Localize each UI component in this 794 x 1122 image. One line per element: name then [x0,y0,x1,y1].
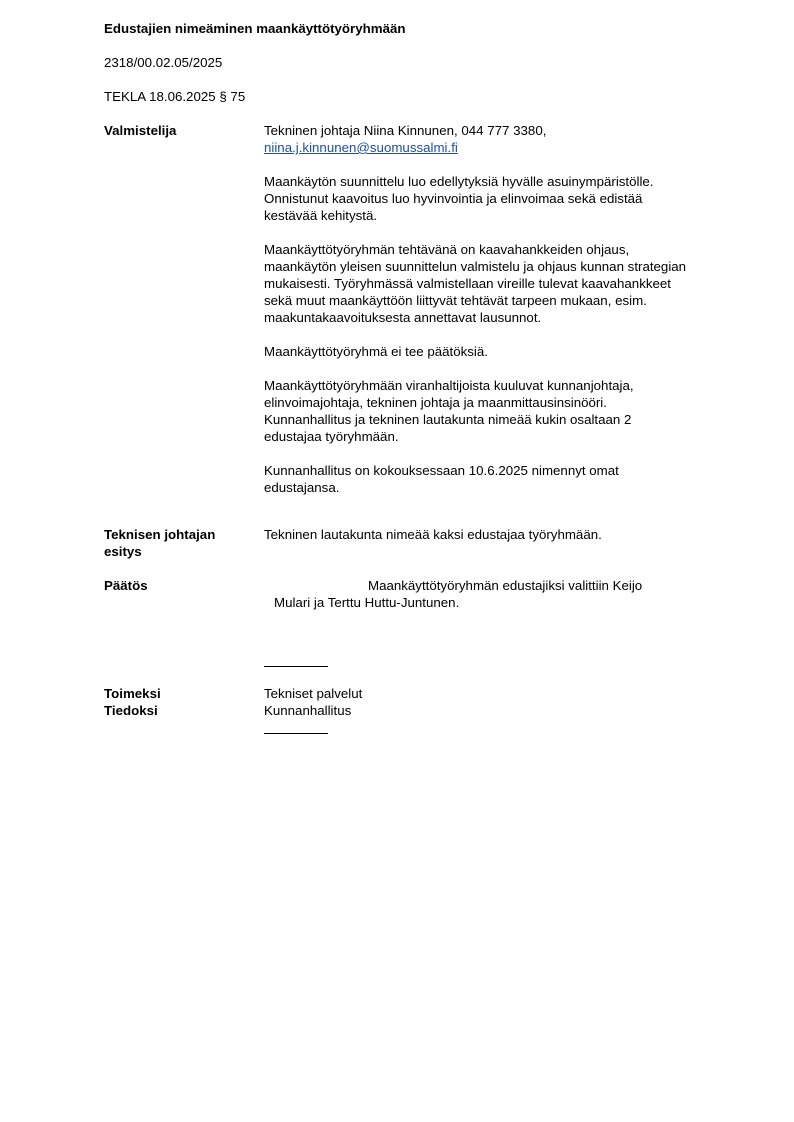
paragraph-line: sekä muut maankäyttöön liittyvät tehtävät tarpeen mukaan, esim. [264,293,647,308]
esitys-label-line: esitys [104,544,142,559]
paragraph-line: maankäytön yleisen suunnittelun valmistelu ja ohjaus kunnan strategian [264,259,687,274]
paragraph-4 [264,377,734,445]
esitys-label [104,526,215,560]
toimeksi-value: Tekniset palvelut [264,686,363,701]
paatos-line-1: Maankäyttötyöryhmän edustajiksi valittiin Keijo [368,578,643,593]
paragraph-line: Maankäytön suunnittelu luo edellytyksiä hyvälle asuinympäristölle. [264,174,654,189]
esitys-label-line: Teknisen johtajan [104,527,216,542]
paragraph-line: Onnistunut kaavoitus luo hyvinvointia ja elinvoimaa sekä edistää [264,191,643,206]
tiedoksi-label: Tiedoksi [104,703,158,718]
paragraph-line: kestävää kehitystä. [264,208,378,223]
paragraph-line: Maankäyttötyöryhmään viranhaltijoista kuuluvat kunnanjohtaja, [264,378,634,393]
document-title: Edustajien nimeäminen maankäyttötyöryhmään [104,21,406,36]
paragraph-line: edustajaa työryhmään. [264,429,399,444]
separator-line [264,733,328,734]
valmistelija-label: Valmistelija [104,123,177,138]
paragraph-line: Kunnanhallitus on kokouksessaan 10.6.2025 nimennyt omat [264,463,619,478]
preparer-block [264,122,734,156]
paragraph-line: mukaisesti. Työryhmässä valmistellaan vireille tulevat kaavahankkeet [264,276,671,291]
paragraph-line: Maankäyttötyöryhmä ei tee päätöksiä. [264,344,488,359]
paragraph-2 [264,241,734,326]
preparer-name: Tekninen johtaja Niina Kinnunen, 044 777 3380, [264,123,547,138]
paragraph-line: edustajansa. [264,480,340,495]
paragraph-line: elinvoimajohtaja, tekninen johtaja ja maanmittausinsinööri. [264,395,607,410]
tiedoksi-value: Kunnanhallitus [264,703,352,718]
valmistelija-content [264,122,734,513]
separator-line [264,666,328,667]
preparer-email-link[interactable]: niina.j.kinnunen@suomussalmi.fi [264,140,458,155]
document-number: 2318/00.02.05/2025 [104,55,223,70]
paragraph-line: maakuntakaavoituksesta annettavat lausunnot. [264,310,542,325]
paatos-label: Päätös [104,578,148,593]
paragraph-5 [264,462,734,496]
meeting-reference: TEKLA 18.06.2025 § 75 [104,89,246,104]
toimeksi-label: Toimeksi [104,686,161,701]
paragraph-line: Kunnanhallitus ja tekninen lautakunta nimeää kukin osaltaan 2 [264,412,632,427]
paatos-line-2: Mulari ja Terttu Huttu-Juntunen. [274,595,460,610]
esitys-text: Tekninen lautakunta nimeää kaksi edustajaa työryhmään. [264,527,602,542]
paragraph-3 [264,343,734,360]
paragraph-1 [264,173,734,224]
paragraph-line: Maankäyttötyöryhmän tehtävänä on kaavahankkeiden ohjaus, [264,242,630,257]
